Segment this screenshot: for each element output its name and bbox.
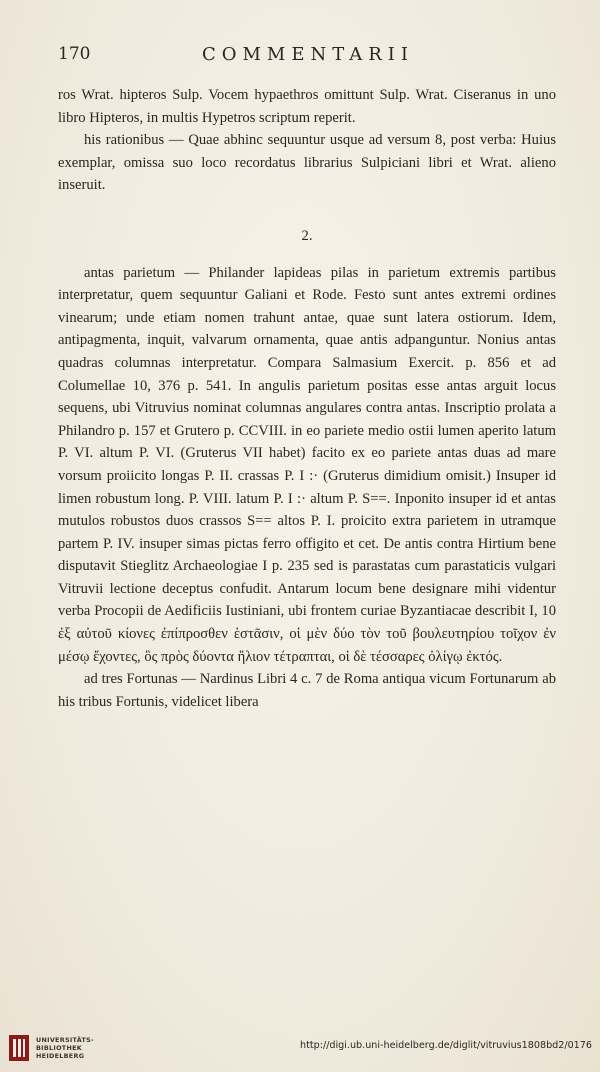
library-name-line: HEIDELBERG [36,1052,85,1060]
source-url[interactable]: http://digi.ub.uni-heidelberg.de/diglit/vitruvius1808bd2/0176 [300,1040,592,1051]
page-header [58,44,558,68]
running-title: COMMENTARII [201,44,415,65]
page-number: 170 [58,44,91,64]
library-name-line: UNIVERSITÄTS- [36,1036,94,1044]
paragraph: antas parietum — Philander lapideas pilas in parietum extremis partibus interpretatur, quem sequuntur Galiani et Rode. Festo sunt antes extremi ordines vinearum; unde etiam nomen trahunt antae, quae sunt latera ostiorum. Idem, antipagmenta, inquit, valvarum ornamenta, quae antis adpanguntur. Nonius antas quadras columnas interpretatur. Compara Salmasium Exercit. p. 856 et ad Columellae 10, 376 p. 541. In angulis parietum positas esse antas arguit locus sequens, ubi Vitruvius nominat columnas angulares contra antas. Inscriptio prolata a Philandro p. 157 et Grutero p. CCVIII. in eo pariete medio ostii lumen aperito latum P. VI. altum P. VI. (Gruterus VII habet) facito ex eo pariete antas duas ad mare vorsum proiicito longas P. II. crassas P. I :· (Gruterus dimidium omisit.) Insuper id limen robustum long. P. VIII. latum P. I :· altum P. S==. Inponito insuper id et antas mutulos robustos duos crassos S== altos P. I. proicito extra parietem in utramque partem P. IV. insuper simas pictas ferro offigito et cet. De antis contra Hirtium bene disputavit Stieglitz Archaeologiae I p. 235 sed is parastatas cum parastaticis vulgari Vitruvii lectione deceptus confudit. Antarum locum bene designare mihi videntur verba Procopii de Aedificiis Iustiniani, ubi frontem curiae Byzantiacae describit I, 10 ἐξ αὐτοῦ κίονες ἐπίπροσθεν ἑστᾶσιν, οἱ μὲν δύο τὸν τοῦ βουλευτηρίου τοῖχον ἐν μέσῳ ἔχοντες, ὃς πρὸς δύοντα ἥλιον τέτραπται, οἱ δὲ τέσσαρες ὀλίγῳ ἐκτός. [58,264,556,665]
body-text [58,84,556,713]
paragraph: ad tres Fortunas — Nardinus Libri 4 c. 7 de Roma antiqua vicum Fortunarum ab his tribus Fortunis, videlicet libera [58,671,556,710]
section-number: 2. [301,227,313,244]
library-shield-icon [8,1034,30,1062]
library-name-line: BIBLIOTHEK [36,1044,83,1052]
paragraph: ros Wrat. hipteros Sulp. Vocem hypaethros omittunt Sulp. Wrat. Ciseranus in uno libro Hipteros, in multis Hypetros scriptum reperit. [58,87,556,126]
library-logo [8,1032,128,1066]
library-name [36,1036,94,1060]
paragraph: his rationibus — Quae abhinc sequuntur usque ad versum 8, post verba: Huius exemplar, omissa suo loco recordatus librarius Sulpiciani libri et Wrat. alieno inseruit. [58,132,556,194]
